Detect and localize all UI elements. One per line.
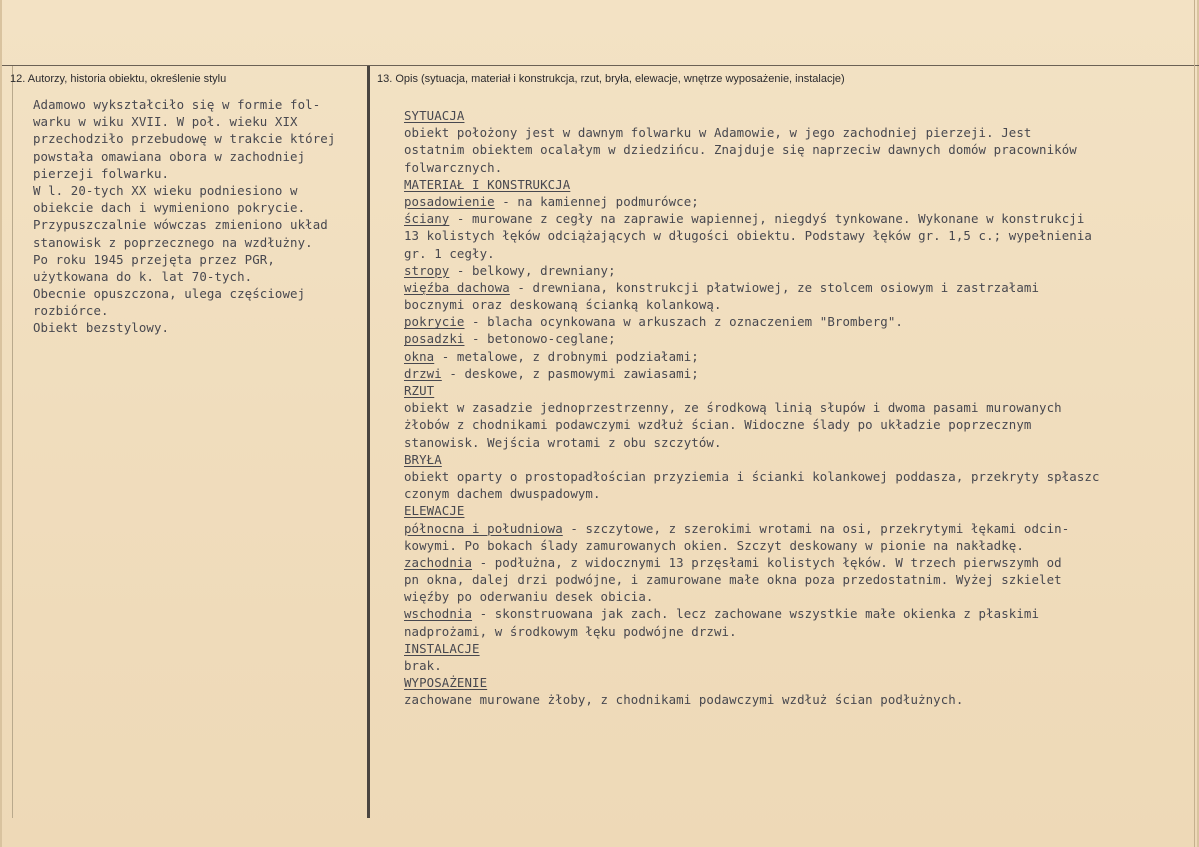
description-text-line xyxy=(404,605,1199,622)
description-text-block xyxy=(404,107,1199,709)
description-text-line xyxy=(404,434,1199,451)
description-text: czonym dachem dwuspadowym. xyxy=(404,486,601,502)
description-text: kowymi. Po bokach ślady zamurowanych okien. Szczyt deskowany w pionie na nakładkę. xyxy=(404,537,1024,553)
description-text-line xyxy=(404,124,1199,141)
description-text: brak. xyxy=(404,658,442,673)
description-text-line xyxy=(404,571,1199,588)
description-text: - betonowo-ceglane; xyxy=(464,331,616,347)
element-term: pokrycie xyxy=(404,314,465,330)
history-text-line: przechodziło przebudowę w trakcie której xyxy=(33,131,336,147)
description-text-line xyxy=(404,313,1199,330)
description-text: obiekt położony jest w dawnym folwarku w Adamowie, w jego zachodniej pierzeji. Jest xyxy=(404,125,1032,141)
description-text-line xyxy=(404,674,1199,691)
element-term: drzwi xyxy=(404,365,442,381)
description-text-line xyxy=(404,262,1199,279)
description-text: nadprożami, w środkowym łęku podwójne drzwi. xyxy=(404,623,737,639)
description-text: - murowane z cegły na zaprawie wapiennej, niegdyś tynkowane. Wykonane w konstrukcji xyxy=(449,211,1085,227)
description-text-line xyxy=(404,227,1199,244)
description-text-line xyxy=(404,159,1199,176)
history-text-line: pierzeji folwarku. xyxy=(33,165,170,181)
history-text-line: W l. 20-tych XX wieku podniesiono w xyxy=(33,182,298,198)
section-heading: RZUT xyxy=(404,383,435,398)
description-text: - na kamiennej podmurówce; xyxy=(494,193,699,209)
section-heading: ELEWACJE xyxy=(404,503,465,519)
description-text-line xyxy=(404,245,1199,262)
description-text-line xyxy=(404,210,1199,227)
description-text-line xyxy=(404,296,1199,313)
description-text: więźby po oderwaniu desek obicia. xyxy=(404,589,654,605)
description-text-line xyxy=(404,107,1199,124)
left-margin-line xyxy=(12,66,13,818)
description-text: - skonstruowana jak zach. lecz zachowane wszystkie małe okienka z płaskimi xyxy=(472,606,1040,622)
element-term: okna xyxy=(404,348,435,364)
section-heading: SYTUACJA xyxy=(404,108,465,123)
section-heading: INSTALACJE xyxy=(404,640,480,656)
description-text-line xyxy=(404,691,1199,708)
description-text: żłobów z chodnikami podawczymi wzdłuż ścian. Widoczne ślady po układzie poprzecznym xyxy=(404,417,1032,433)
element-term: posadowienie xyxy=(404,193,495,209)
description-text-line xyxy=(404,588,1199,605)
description-text: - drewniana, konstrukcji płatwiowej, ze stolcem osiowym i zastrzałami xyxy=(509,279,1040,295)
description-text: - szczytowe, z szerokimi wrotami na osi, przekrytymi łękami odcin- xyxy=(562,520,1070,536)
header-rule xyxy=(2,65,1199,66)
field-12-header: 12. Autorzy, historia obiektu, określenie stylu xyxy=(10,73,227,85)
element-term: stropy xyxy=(404,262,450,278)
element-term: posadzki xyxy=(404,331,465,347)
history-text-line: stanowisk z poprzecznego na wzdłużny. xyxy=(33,234,313,250)
description-text: - blacha ocynkowana w arkuszach z oznaczeniem "Bromberg". xyxy=(464,314,903,330)
description-text-line xyxy=(404,399,1199,416)
history-text-line: użytkowana do k. lat 70-tych. xyxy=(33,268,253,284)
description-text-line xyxy=(404,485,1199,502)
element-term: ściany xyxy=(404,211,450,227)
description-text-line xyxy=(404,176,1199,193)
description-text: zachowane murowane żłoby, z chodnikami podawczymi wzdłuż ścian podłużnych. xyxy=(404,692,964,708)
element-term: północna i południowa xyxy=(404,520,563,536)
description-text-line xyxy=(404,382,1199,399)
description-text: obiekt w zasadzie jednoprzestrzenny, ze środkową linią słupów i dwoma pasami murowanych xyxy=(404,400,1062,416)
history-text-line: warku w wiku XVII. W poł. wieku XIX xyxy=(33,114,298,130)
description-text: bocznymi oraz deskowaną ścianką kolankową. xyxy=(404,297,722,313)
description-text: - belkowy, drewniany; xyxy=(449,262,616,278)
history-text-line: obiekcie dach i wymieniono pokrycie. xyxy=(33,200,306,216)
field-13-header: 13. Opis (sytuacja, materiał i konstrukcja, rzut, bryła, elewacje, wnętrze wyposażenie, instalacje) xyxy=(377,73,845,85)
history-text-line: Po roku 1945 przejęta przez PGR, xyxy=(33,251,275,267)
description-text-line xyxy=(404,623,1199,640)
section-heading: WYPOSAŻENIE xyxy=(404,675,488,691)
history-text-line: Obecnie opuszczona, ulega częściowej xyxy=(33,286,306,302)
description-text-line xyxy=(404,451,1199,468)
history-text-line: Adamowo wykształciło się w formie fol- xyxy=(33,97,321,112)
section-heading: BRYŁA xyxy=(404,451,442,467)
description-text: - metalowe, z drobnymi podziałami; xyxy=(434,348,699,364)
description-text-line xyxy=(404,502,1199,519)
element-term: zachodnia xyxy=(404,554,473,570)
description-text-line xyxy=(404,657,1199,674)
description-text-line xyxy=(404,468,1199,485)
description-text: 13 kolistych łęków odciążających w długości obiektu. Podstawy łęków gr. 1,5 c.; wypełnienia xyxy=(404,228,1092,244)
section-heading: MATERIAŁ I KONSTRUKCJA xyxy=(404,176,571,192)
history-text-line: Przypuszczalnie wówczas zmieniono układ xyxy=(33,217,328,233)
column-divider xyxy=(367,66,370,818)
description-text: pn okna, dalej drzi podwójne, i zamurowane małe okna poza przedostatnim. Wyżej szkielet xyxy=(404,572,1062,588)
description-text: stanowisk. Wejścia wrotami z obu szczytów. xyxy=(404,434,722,450)
description-text: ostatnim obiektem ocalałym w dziedzińcu. Znajduje się naprzeciw dawnych domów pracowników xyxy=(404,142,1077,158)
description-text-line xyxy=(404,537,1199,554)
history-text-block xyxy=(33,96,365,337)
description-text: obiekt oparty o prostopadłościan przyziemia i ścianki kolankowej poddasza, przekryty spłaszc xyxy=(404,468,1100,484)
description-text-line xyxy=(404,640,1199,657)
element-term: wschodnia xyxy=(404,606,473,622)
description-text-line xyxy=(404,348,1199,365)
description-text: folwarcznych. xyxy=(404,159,503,175)
description-text-line xyxy=(404,279,1199,296)
history-text-line: Obiekt bezstylowy. xyxy=(33,320,170,336)
description-text: - deskowe, z pasmowymi zawiasami; xyxy=(441,365,699,381)
description-text-line xyxy=(404,141,1199,158)
description-text-line xyxy=(404,193,1199,210)
description-text: - podłużna, z widocznymi 13 przęsłami kolistych łęków. W trzech pierwszymh od xyxy=(472,554,1062,570)
description-text-line xyxy=(404,520,1199,537)
history-text-line: rozbiórce. xyxy=(33,303,109,319)
description-text: gr. 1 cegły. xyxy=(404,245,495,261)
history-text-line: powstała omawiana obora w zachodniej xyxy=(33,148,306,164)
description-text-line xyxy=(404,365,1199,382)
description-text-line xyxy=(404,416,1199,433)
element-term: więźba dachowa xyxy=(404,279,510,295)
description-text-line xyxy=(404,330,1199,347)
description-text-line xyxy=(404,554,1199,571)
